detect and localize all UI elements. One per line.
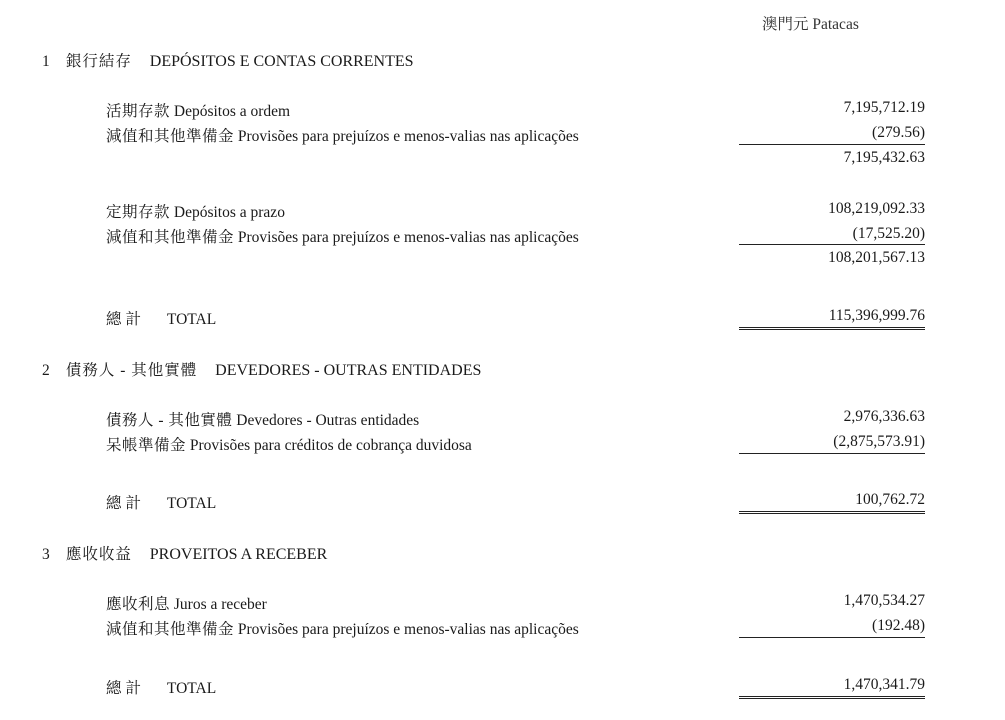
- item-label-pt: Provisões para prejuízos e menos-valias nas aplicações: [237, 229, 579, 246]
- item-amount: 7,195,712.19: [843, 99, 925, 116]
- subtotal-amount: 108,201,567.13: [739, 244, 925, 267]
- section-title-pt: DEPÓSITOS E CONTAS CORRENTES: [149, 53, 414, 70]
- rule-line: [739, 637, 925, 638]
- item-label-pt: Provisões para prejuízos e menos-valias nas aplicações: [237, 621, 579, 638]
- line-item: [106, 225, 579, 247]
- line-item: [106, 408, 419, 430]
- item-label-zh: 減值和其他準備金: [106, 621, 235, 638]
- item-label-zh: 活期存款: [106, 103, 171, 120]
- section-number: 3: [42, 546, 50, 563]
- total-label-zh: 總計: [106, 680, 146, 697]
- total-label-zh: 總計: [106, 495, 146, 512]
- line-item: [106, 124, 579, 146]
- section-title-zh: 銀行結存: [65, 53, 132, 70]
- total-amount: 1,470,341.79: [739, 676, 925, 699]
- total-amount: 115,396,999.76: [739, 307, 925, 330]
- item-label-zh: 呆帳準備金: [106, 437, 187, 454]
- total-label: [106, 307, 216, 329]
- section-number: 2: [42, 362, 50, 379]
- section-title-pt: DEVEDORES - OUTRAS ENTIDADES: [215, 362, 482, 379]
- section-title-pt: PROVEITOS A RECEBER: [149, 546, 328, 563]
- item-amount: 1,470,534.27: [843, 592, 925, 609]
- total-label-pt: TOTAL: [166, 495, 217, 512]
- item-amount: (2,875,573.91): [833, 433, 925, 450]
- item-label-pt: Devedores - Outras entidades: [236, 412, 420, 429]
- line-item: [106, 99, 290, 121]
- total-label-pt: TOTAL: [166, 680, 217, 697]
- item-label-pt: Juros a receber: [173, 596, 267, 613]
- item-amount: (17,525.20): [852, 225, 925, 242]
- line-item: [106, 617, 579, 639]
- item-amount: (279.56): [872, 124, 925, 141]
- section-heading: [42, 49, 414, 71]
- item-label-pt: Depósitos a ordem: [173, 103, 291, 120]
- section-title-zh: 應收收益: [65, 546, 132, 563]
- item-label-zh: 減值和其他準備金: [106, 229, 235, 246]
- item-amount: 108,219,092.33: [828, 200, 925, 217]
- currency-label: 澳門元 Patacas: [762, 16, 859, 33]
- total-label: [106, 676, 216, 698]
- total-label-pt: TOTAL: [166, 311, 217, 328]
- line-item: [106, 592, 267, 614]
- item-label-pt: Provisões para créditos de cobrança duvidosa: [189, 437, 472, 454]
- total-label: [106, 491, 216, 513]
- subtotal-amount: 7,195,432.63: [739, 144, 925, 167]
- item-label-zh: 債務人 - 其他實體: [106, 412, 233, 429]
- total-label-zh: 總計: [106, 311, 146, 328]
- item-label-zh: 減值和其他準備金: [106, 128, 235, 145]
- line-item: [106, 200, 285, 222]
- item-amount: 2,976,336.63: [843, 408, 925, 425]
- item-label-pt: Provisões para prejuízos e menos-valias nas aplicações: [237, 128, 579, 145]
- total-amount: 100,762.72: [739, 491, 925, 514]
- section-number: 1: [42, 53, 50, 70]
- section-heading: [42, 358, 481, 380]
- section-heading: [42, 542, 327, 564]
- item-label-zh: 定期存款: [106, 204, 171, 221]
- item-amount: (192.48): [872, 617, 925, 634]
- item-label-zh: 應收利息: [106, 596, 171, 613]
- rule-line: [739, 453, 925, 454]
- section-title-zh: 債務人 - 其他實體: [65, 362, 198, 379]
- item-label-pt: Depósitos a prazo: [173, 204, 285, 221]
- line-item: [106, 433, 472, 455]
